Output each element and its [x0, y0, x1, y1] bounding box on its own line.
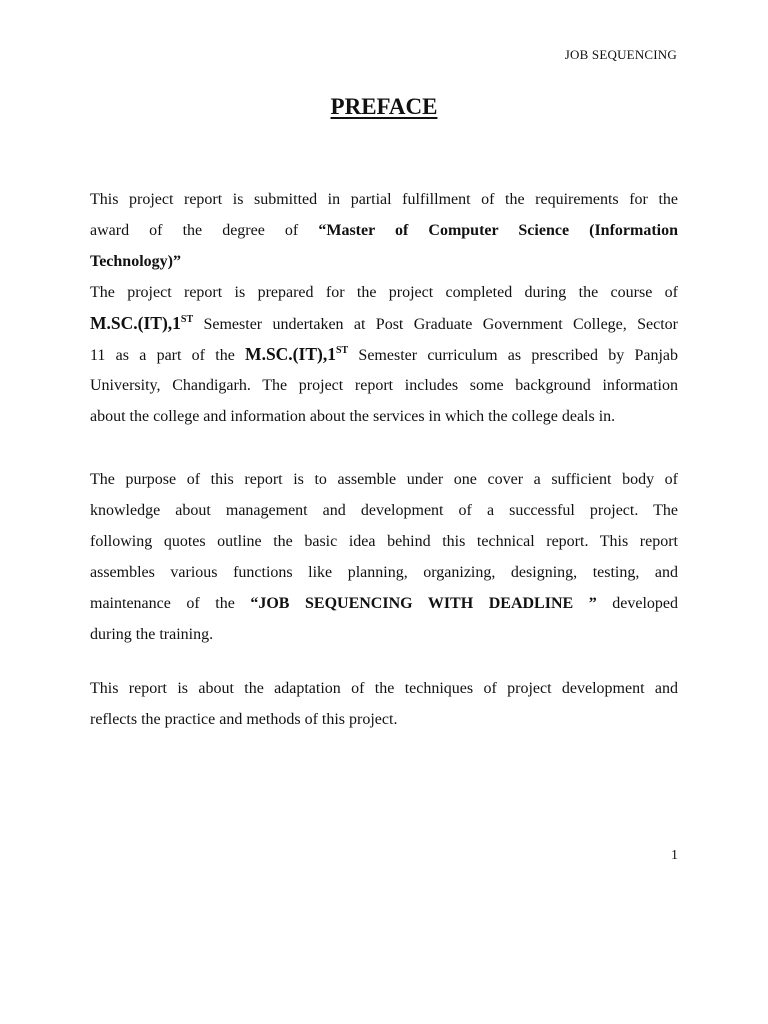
paragraph-1 — [90, 184, 678, 432]
course-name-2: M.SC.(IT),1 — [245, 344, 336, 364]
paragraph-3 — [90, 673, 678, 735]
page-title: PREFACE — [330, 94, 438, 119]
paragraph-1-line-7: University, Chandigarh. The project report includes some background information — [90, 377, 678, 394]
paragraph-2-line-5 — [90, 588, 678, 619]
paragraph-2 — [90, 464, 678, 650]
course-sup-2: ST — [335, 345, 349, 356]
course-name: M.SC.(IT),1 — [90, 313, 181, 333]
degree-name-cont: Technology)” — [90, 253, 181, 270]
course-rest: Semester undertaken at Post Graduate Government College, Sector — [193, 316, 678, 333]
paragraph-2-line-1: The purpose of this report is to assemble under one cover a sufficient body of — [90, 471, 678, 488]
curriculum-prefix: 11 as a part of the — [90, 347, 246, 364]
paragraph-1-line-2 — [90, 215, 678, 246]
paragraph-1-line-3 — [90, 246, 678, 277]
degree-prefix: award of the degree of — [90, 222, 299, 239]
paragraph-1-line-1: This project report is submitted in partial fulfillment of the requirements for the — [90, 191, 678, 208]
maintenance-rest: developed — [612, 595, 678, 612]
running-header: JOB SEQUENCING — [564, 47, 677, 62]
page-number: 1 — [671, 848, 678, 863]
paragraph-2-line-4: assembles various functions like planning, organizing, designing, testing, and — [90, 564, 678, 581]
curriculum-rest: Semester curriculum as prescribed by Panjab — [348, 347, 678, 364]
paragraph-3-line-2: reflects the practice and methods of this project. — [90, 711, 398, 728]
project-title: “JOB SEQUENCING WITH DEADLINE ” — [250, 595, 597, 612]
paragraph-1-line-5 — [90, 308, 678, 339]
course-sup: ST — [180, 314, 194, 325]
paragraph-1-line-6 — [90, 339, 678, 370]
maintenance-prefix: maintenance of the — [90, 595, 251, 612]
paragraph-2-line-2: knowledge about management and development of a successful project. The — [90, 502, 678, 519]
degree-name: “Master of Computer Science (Information — [318, 222, 678, 239]
paragraph-2-line-6: during the training. — [90, 626, 214, 643]
paragraph-1-line-8: about the college and information about the services in which the college deals in. — [90, 408, 616, 425]
paragraph-3-line-1: This report is about the adaptation of the techniques of project development and — [90, 680, 678, 697]
paragraph-2-line-3: following quotes outline the basic idea behind this technical report. This report — [90, 533, 678, 550]
paragraph-1-line-4: The project report is prepared for the project completed during the course of — [90, 284, 678, 301]
